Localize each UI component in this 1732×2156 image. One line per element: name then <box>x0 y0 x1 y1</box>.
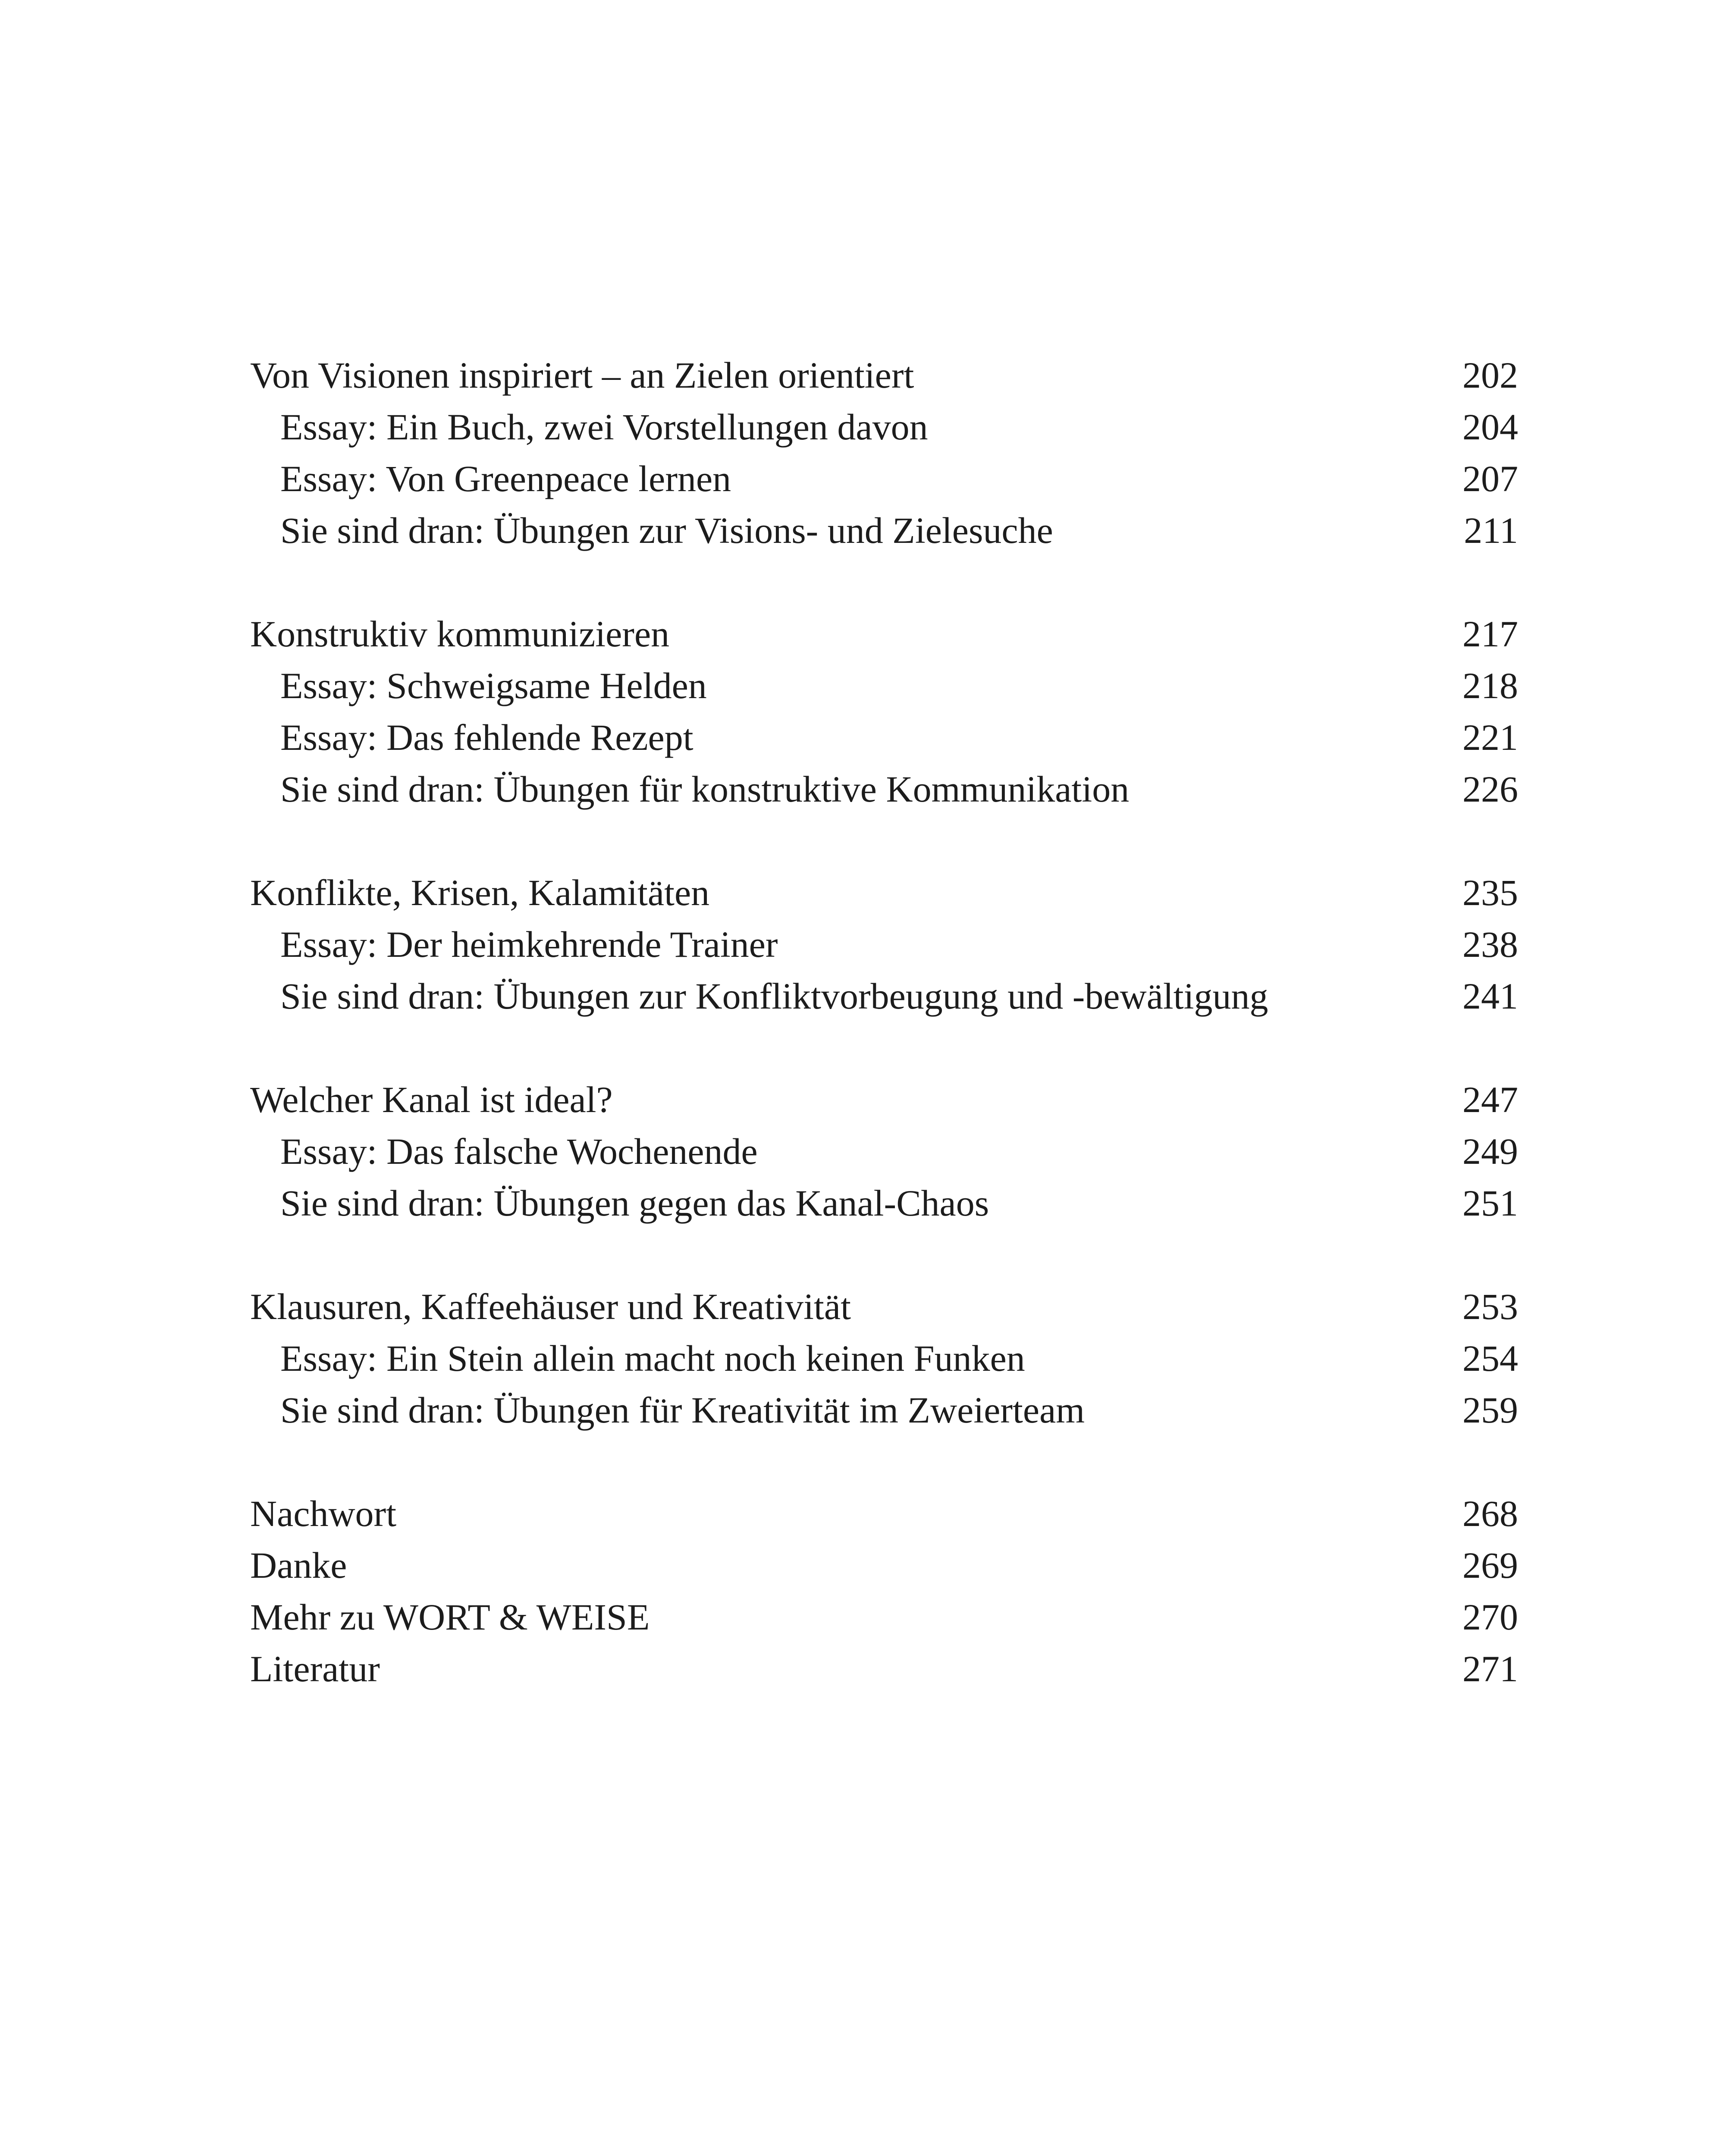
toc-entry-page: 226 <box>1462 768 1518 810</box>
toc-entry-page: 221 <box>1462 717 1518 758</box>
toc-entry-page: 253 <box>1462 1286 1518 1327</box>
toc-entry-page: 268 <box>1462 1493 1518 1534</box>
toc-entry-title: Essay: Von Greenpeace lernen <box>280 458 731 499</box>
toc-entry-title: Essay: Das fehlende Rezept <box>280 717 693 758</box>
toc-entry <box>250 1074 1518 1125</box>
toc-entry-title: Konstruktiv kommunizieren <box>250 613 670 655</box>
toc-entry <box>250 763 1518 815</box>
toc-entry-title: Essay: Der heimkehrende Trainer <box>280 924 778 965</box>
toc-entry-title: Essay: Schweigsame Helden <box>280 665 707 706</box>
toc-entry <box>250 918 1518 970</box>
toc-entry <box>250 1177 1518 1229</box>
toc-entry-title: Nachwort <box>250 1493 397 1534</box>
toc-entry <box>250 1488 1518 1539</box>
toc-entry-page: 270 <box>1462 1596 1518 1638</box>
toc-entry-title: Sie sind dran: Übungen für konstruktive Kommunikation <box>280 768 1130 810</box>
toc-entry <box>250 1125 1518 1177</box>
toc-section-kommunikation <box>250 608 1518 815</box>
toc-section-kanal <box>250 1074 1518 1229</box>
toc-entry-title: Sie sind dran: Übungen zur Konfliktvorbeugung und -bewältigung <box>280 975 1268 1017</box>
toc-entry <box>250 349 1518 401</box>
toc-entry-page: 211 <box>1464 510 1518 551</box>
toc-entry <box>250 1332 1518 1384</box>
toc-entry <box>250 1591 1518 1643</box>
toc-entry-page: 207 <box>1462 458 1518 499</box>
toc-entry <box>250 1384 1518 1436</box>
toc-entry-title: Welcher Kanal ist ideal? <box>250 1079 613 1120</box>
toc-entry-title: Danke <box>250 1545 347 1586</box>
toc-entry-page: 249 <box>1462 1131 1518 1172</box>
toc-entry-title: Literatur <box>250 1648 380 1689</box>
toc-section-anhang <box>250 1488 1518 1695</box>
toc-entry-page: 271 <box>1462 1648 1518 1689</box>
toc-section-visionen <box>250 349 1518 556</box>
toc-entry <box>250 1281 1518 1332</box>
toc-entry-title: Konflikte, Krisen, Kalamitäten <box>250 872 710 913</box>
toc-entry-title: Klausuren, Kaffeehäuser und Kreativität <box>250 1286 851 1327</box>
toc-entry-page: 238 <box>1462 924 1518 965</box>
toc-entry-page: 259 <box>1462 1389 1518 1431</box>
toc-section-konflikte <box>250 867 1518 1022</box>
toc-entry-title: Sie sind dran: Übungen zur Visions- und Zielesuche <box>280 510 1053 551</box>
toc-entry <box>250 608 1518 660</box>
toc-entry-page: 218 <box>1462 665 1518 706</box>
toc-section-kreativitaet <box>250 1281 1518 1436</box>
toc-entry-page: 204 <box>1462 406 1518 448</box>
toc-entry-title: Essay: Das falsche Wochenende <box>280 1131 758 1172</box>
table-of-contents <box>250 349 1518 1695</box>
toc-entry <box>250 505 1518 556</box>
toc-entry-title: Essay: Ein Buch, zwei Vorstellungen davon <box>280 406 928 448</box>
toc-entry <box>250 453 1518 505</box>
toc-entry <box>250 867 1518 918</box>
toc-entry <box>250 1539 1518 1591</box>
toc-entry <box>250 401 1518 453</box>
toc-entry-title: Mehr zu WORT & WEISE <box>250 1596 650 1638</box>
toc-entry-page: 247 <box>1462 1079 1518 1120</box>
toc-entry <box>250 711 1518 763</box>
toc-entry-title: Essay: Ein Stein allein macht noch keinen Funken <box>280 1338 1025 1379</box>
toc-entry-page: 235 <box>1462 872 1518 913</box>
toc-entry-title: Sie sind dran: Übungen gegen das Kanal-Chaos <box>280 1182 989 1224</box>
toc-entry <box>250 660 1518 711</box>
toc-entry-page: 241 <box>1462 975 1518 1017</box>
toc-entry-page: 217 <box>1462 613 1518 655</box>
toc-entry-page: 269 <box>1462 1545 1518 1586</box>
toc-entry-page: 202 <box>1462 354 1518 396</box>
toc-entry-title: Von Visionen inspiriert – an Zielen orientiert <box>250 354 914 396</box>
toc-entry <box>250 1643 1518 1695</box>
toc-entry-title: Sie sind dran: Übungen für Kreativität im Zweierteam <box>280 1389 1085 1431</box>
toc-entry <box>250 970 1518 1022</box>
toc-entry-page: 254 <box>1462 1338 1518 1379</box>
toc-entry-page: 251 <box>1462 1182 1518 1224</box>
